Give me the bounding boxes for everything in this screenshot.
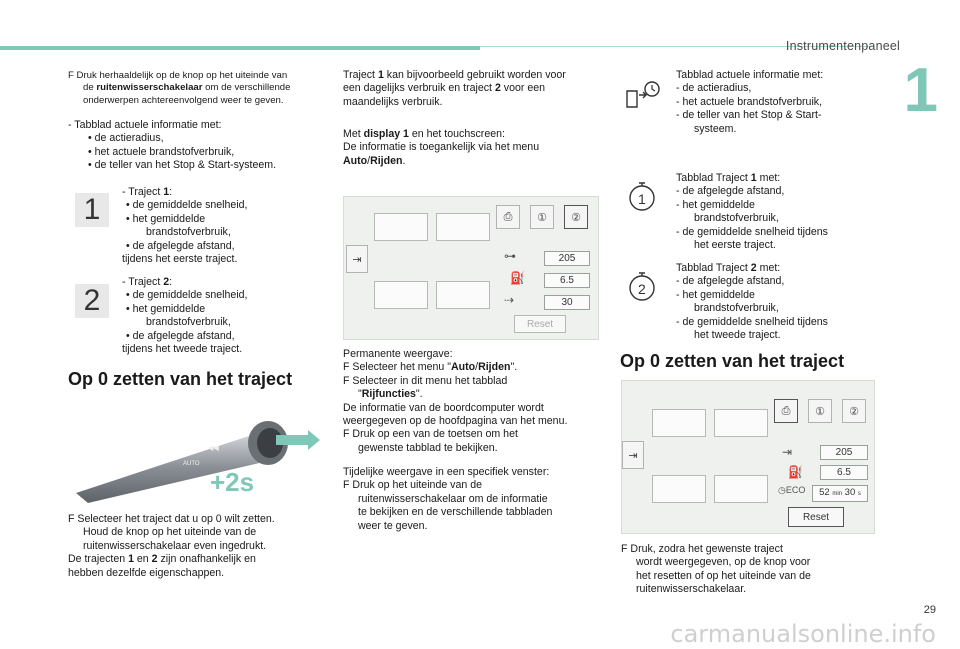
svg-text:2: 2	[638, 281, 646, 297]
svg-text:◀◀: ◀◀	[208, 445, 219, 452]
speed-icon: ⇢	[504, 293, 515, 307]
wiper-stalk-drawing	[68, 405, 330, 505]
svg-text:AUTO: AUTO	[183, 461, 200, 467]
tab-current-info[interactable]: ⎙	[496, 205, 520, 229]
final-instruction: F Druk, zodra het gewenste traject wordt weergegeven, op de knop voor het resetten of op het uiteinde van de ruitenwisserschakelaar.	[621, 543, 811, 596]
tab-info-list: - Tabblad actuele informatie met: • de actieradius, • het actuele brandstofverbruik, • de teller van het Stop & Start-systeem.	[68, 119, 277, 172]
tile-2[interactable]	[714, 409, 768, 437]
select-instructions: F Selecteer het traject dat u op 0 wilt zetten. Houd de knop op het uiteinde van de ruitenwisserschakelaar even ingedrukt. De trajecten 1 en 2 zijn onafhankelijk en hebben dezelfde eigenschappen.	[68, 513, 275, 579]
tab-trip-2[interactable]: ②	[564, 205, 588, 229]
value-stop-start-time: 52 min 30 s	[812, 485, 868, 502]
stopwatch-2-icon	[628, 270, 656, 302]
tile-4[interactable]	[436, 281, 490, 309]
fuel-icon: ⛽	[510, 271, 525, 285]
tile-1[interactable]	[374, 213, 428, 241]
reset-heading-left: Op 0 zetten van het traject	[68, 369, 293, 389]
tab-trip-1[interactable]: ①	[530, 205, 554, 229]
side-menu-button[interactable]: ⇥	[346, 245, 368, 273]
fuel-icon: ⛽	[788, 465, 803, 479]
stopwatch-1-icon	[628, 180, 656, 212]
tile-2[interactable]	[436, 213, 490, 241]
value-speed: 30	[544, 295, 590, 310]
distance-icon: ⊶	[504, 249, 516, 263]
tab-current-info-list: Tabblad actuele informatie met: - de actieradius, - het actuele brandstofverbruik, - de teller van het Stop & Start- systeem.	[676, 69, 824, 135]
header-rule	[0, 46, 480, 50]
page-number: 29	[923, 604, 936, 616]
chapter-number: 1	[903, 56, 938, 125]
hold-2s-badge: +2s	[210, 467, 255, 497]
touchscreen-panel-2	[621, 380, 875, 534]
range-icon: ⇥	[782, 445, 793, 459]
tile-3[interactable]	[652, 475, 706, 503]
reset-heading-right: Op 0 zetten van het traject	[620, 351, 845, 371]
reset-button-2[interactable]: Reset	[788, 507, 844, 527]
touchscreen-panel-1	[343, 196, 599, 340]
value-range: 205	[820, 445, 868, 460]
tile-3[interactable]	[374, 281, 428, 309]
display-paragraph: Met display 1 en het touchscreen: De informatie is toegankelijk via het menu Auto/Rijden.	[343, 128, 540, 167]
svg-text:1: 1	[638, 191, 646, 207]
value-range: 205	[544, 251, 590, 266]
eco-clock-icon: ◷ECO	[778, 485, 806, 495]
trip-1-list: - Traject 1: • de gemiddelde snelheid, • het gemiddelde brandstofverbruik, • de afgelegde afstand, tijdens het eerste traject.	[122, 186, 248, 266]
trip-2-badge: 2	[75, 284, 109, 318]
wiper-stalk-illustration	[68, 405, 330, 505]
fuel-clock-icon	[625, 77, 661, 111]
reset-button-1[interactable]: Reset	[514, 315, 566, 333]
trip-1-badge: 1	[75, 193, 109, 227]
intro-note: F Druk herhaaldelijk op de knop op het uiteinde van de ruitenwisserschakelaar om de verschillende onderwerpen achtereenvolgend weer te geven.	[68, 70, 291, 106]
tile-1[interactable]	[652, 409, 706, 437]
trip-2-icon	[628, 270, 656, 302]
tab-trip-1-list: Tabblad Traject 1 met: - de afgelegde afstand, - het gemiddelde brandstofverbruik, - de gemiddelde snelheid tijdens het eerste traject.	[676, 172, 828, 252]
side-menu-button[interactable]: ⇥	[622, 441, 644, 469]
tab-trip-1[interactable]: ①	[808, 399, 832, 423]
trip-1-icon	[628, 180, 656, 212]
tab-trip-2-list: Tabblad Traject 2 met: - de afgelegde afstand, - het gemiddelde brandstofverbruik, - de gemiddelde snelheid tijdens het tweede traject.	[676, 262, 828, 342]
trip-2-list: - Traject 2: • de gemiddelde snelheid, • het gemiddelde brandstofverbruik, • de afgelegde afstand, tijdens het tweede traject.	[122, 276, 248, 356]
value-consumption: 6.5	[820, 465, 868, 480]
section-title: Instrumentenpaneel	[785, 39, 900, 53]
tab-trip-2[interactable]: ②	[842, 399, 866, 423]
permanent-display: Permanente weergave: F Selecteer het menu "Auto/Rijden". F Selecteer in dit menu het tabblad "Rijfuncties". De informatie van de boordcomputer wordt weergegeven op de hoofdpagina van het menu. F Druk op een van de toetsen om het gewenste tabblad te bekijken.	[343, 348, 568, 454]
tile-4[interactable]	[714, 475, 768, 503]
temporary-display: Tijdelijke weergave in een specifiek venster: F Druk op het uiteinde van de ruitenwisserschakelaar om de informatie te bekijken en de verschillende tabbladen weer te geven.	[343, 466, 553, 532]
current-info-icon	[625, 77, 661, 111]
tab-current-info[interactable]: ⎙	[774, 399, 798, 423]
watermark: carmanualsonline.info	[670, 620, 936, 648]
trip-usage-paragraph: Traject 1 kan bijvoorbeeld gebruikt worden voor een dagelijks verbruik en traject 2 voor een maandelijks verbruik.	[343, 69, 566, 108]
value-consumption: 6.5	[544, 273, 590, 288]
